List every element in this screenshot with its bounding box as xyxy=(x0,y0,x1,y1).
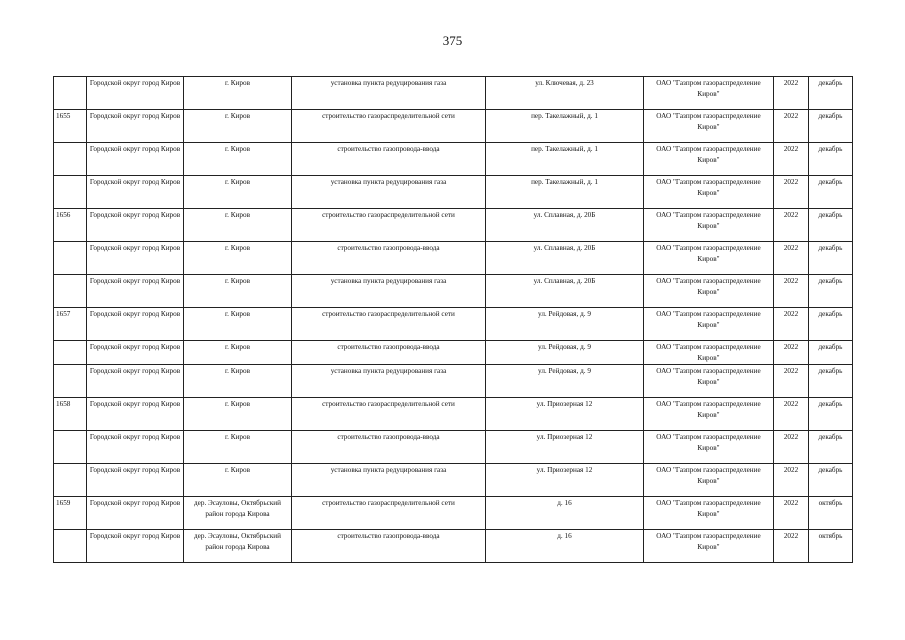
work-type-cell: строительство газораспределительной сети xyxy=(292,209,486,242)
locality-cell: г. Киров xyxy=(184,275,292,308)
address-cell: ул. Рейдовая, д. 9 xyxy=(486,341,644,365)
year-cell: 2022 xyxy=(774,464,809,497)
row-number: 1657 xyxy=(54,308,87,341)
locality-cell: г. Киров xyxy=(184,341,292,365)
work-type-cell: строительство газопровода-ввода xyxy=(292,143,486,176)
row-number: 1658 xyxy=(54,398,87,431)
address-cell: д. 16 xyxy=(486,497,644,530)
address-cell: ул. Приозерная 12 xyxy=(486,431,644,464)
organization-cell: ОАО "Газпром газораспределение Киров" xyxy=(644,143,774,176)
month-cell: декабрь xyxy=(809,398,853,431)
address-cell: ул. Ключевая, д. 23 xyxy=(486,77,644,110)
row-number xyxy=(54,275,87,308)
table-row xyxy=(54,77,853,110)
locality-cell: г. Киров xyxy=(184,398,292,431)
locality-cell: г. Киров xyxy=(184,242,292,275)
municipality-cell: Городской округ город Киров xyxy=(87,398,184,431)
table-row xyxy=(54,530,853,563)
address-cell: ул. Сплавная, д. 20Б xyxy=(486,209,644,242)
month-cell: декабрь xyxy=(809,176,853,209)
table-row xyxy=(54,110,853,143)
month-cell: декабрь xyxy=(809,464,853,497)
work-type-cell: установка пункта редуцирования газа xyxy=(292,464,486,497)
table-row xyxy=(54,398,853,431)
month-cell: декабрь xyxy=(809,110,853,143)
month-cell: декабрь xyxy=(809,365,853,398)
month-cell: декабрь xyxy=(809,341,853,365)
organization-cell: ОАО "Газпром газораспределение Киров" xyxy=(644,242,774,275)
row-number xyxy=(54,530,87,563)
year-cell: 2022 xyxy=(774,398,809,431)
month-cell: декабрь xyxy=(809,308,853,341)
work-type-cell: строительство газораспределительной сети xyxy=(292,497,486,530)
organization-cell: ОАО "Газпром газораспределение Киров" xyxy=(644,176,774,209)
month-cell: декабрь xyxy=(809,143,853,176)
row-number xyxy=(54,464,87,497)
table-row xyxy=(54,308,853,341)
row-number xyxy=(54,242,87,275)
work-type-cell: строительство газораспределительной сети xyxy=(292,398,486,431)
row-number xyxy=(54,143,87,176)
year-cell: 2022 xyxy=(774,176,809,209)
address-cell: ул. Рейдовая, д. 9 xyxy=(486,365,644,398)
table-row xyxy=(54,242,853,275)
table-row xyxy=(54,431,853,464)
locality-cell: дер. Эсауловы, Октябрьский район города Кирова xyxy=(184,530,292,563)
organization-cell: ОАО "Газпром газораспределение Киров" xyxy=(644,365,774,398)
municipality-cell: Городской округ город Киров xyxy=(87,431,184,464)
municipality-cell: Городской округ город Киров xyxy=(87,308,184,341)
work-type-cell: строительство газопровода-ввода xyxy=(292,431,486,464)
work-type-cell: строительство газопровода-ввода xyxy=(292,341,486,365)
municipality-cell: Городской округ город Киров xyxy=(87,77,184,110)
row-number xyxy=(54,176,87,209)
organization-cell: ОАО "Газпром газораспределение Киров" xyxy=(644,209,774,242)
row-number xyxy=(54,341,87,365)
year-cell: 2022 xyxy=(774,242,809,275)
municipality-cell: Городской округ город Киров xyxy=(87,530,184,563)
row-number xyxy=(54,365,87,398)
locality-cell: г. Киров xyxy=(184,431,292,464)
organization-cell: ОАО "Газпром газораспределение Киров" xyxy=(644,77,774,110)
municipality-cell: Городской округ город Киров xyxy=(87,275,184,308)
year-cell: 2022 xyxy=(774,497,809,530)
locality-cell: г. Киров xyxy=(184,308,292,341)
municipality-cell: Городской округ город Киров xyxy=(87,110,184,143)
page-number: 375 xyxy=(442,33,463,48)
table-row xyxy=(54,176,853,209)
year-cell: 2022 xyxy=(774,341,809,365)
year-cell: 2022 xyxy=(774,110,809,143)
municipality-cell: Городской округ город Киров xyxy=(87,209,184,242)
address-cell: ул. Рейдовая, д. 9 xyxy=(486,308,644,341)
locality-cell: г. Киров xyxy=(184,77,292,110)
locality-cell: г. Киров xyxy=(184,110,292,143)
year-cell: 2022 xyxy=(774,209,809,242)
organization-cell: ОАО "Газпром газораспределение Киров" xyxy=(644,464,774,497)
address-cell: ул. Приозерная 12 xyxy=(486,398,644,431)
month-cell: декабрь xyxy=(809,77,853,110)
organization-cell: ОАО "Газпром газораспределение Киров" xyxy=(644,431,774,464)
month-cell: декабрь xyxy=(809,431,853,464)
year-cell: 2022 xyxy=(774,77,809,110)
address-cell: д. 16 xyxy=(486,530,644,563)
address-cell: ул. Сплавная, д. 20Б xyxy=(486,275,644,308)
table-row xyxy=(54,209,853,242)
address-cell: пер. Такелажный, д. 1 xyxy=(486,143,644,176)
locality-cell: дер. Эсауловы, Октябрьский район города Кирова xyxy=(184,497,292,530)
address-cell: пер. Такелажный, д. 1 xyxy=(486,176,644,209)
year-cell: 2022 xyxy=(774,143,809,176)
month-cell: октябрь xyxy=(809,530,853,563)
organization-cell: ОАО "Газпром газораспределение Киров" xyxy=(644,398,774,431)
municipality-cell: Городской округ город Киров xyxy=(87,365,184,398)
organization-cell: ОАО "Газпром газораспределение Киров" xyxy=(644,341,774,365)
organization-cell: ОАО "Газпром газораспределение Киров" xyxy=(644,308,774,341)
year-cell: 2022 xyxy=(774,308,809,341)
table-row xyxy=(54,365,853,398)
organization-cell: ОАО "Газпром газораспределение Киров" xyxy=(644,275,774,308)
year-cell: 2022 xyxy=(774,530,809,563)
row-number: 1659 xyxy=(54,497,87,530)
municipality-cell: Городской округ город Киров xyxy=(87,176,184,209)
table-row xyxy=(54,275,853,308)
locality-cell: г. Киров xyxy=(184,143,292,176)
work-type-cell: строительство газораспределительной сети xyxy=(292,110,486,143)
month-cell: декабрь xyxy=(809,275,853,308)
work-type-cell: установка пункта редуцирования газа xyxy=(292,176,486,209)
municipality-cell: Городской округ город Киров xyxy=(87,242,184,275)
month-cell: октябрь xyxy=(809,497,853,530)
table-row xyxy=(54,497,853,530)
municipality-cell: Городской округ город Киров xyxy=(87,143,184,176)
row-number: 1655 xyxy=(54,110,87,143)
locality-cell: г. Киров xyxy=(184,365,292,398)
organization-cell: ОАО "Газпром газораспределение Киров" xyxy=(644,497,774,530)
month-cell: декабрь xyxy=(809,209,853,242)
work-type-cell: строительство газопровода-ввода xyxy=(292,242,486,275)
work-type-cell: строительство газопровода-ввода xyxy=(292,530,486,563)
work-type-cell: установка пункта редуцирования газа xyxy=(292,275,486,308)
address-cell: ул. Приозерная 12 xyxy=(486,464,644,497)
year-cell: 2022 xyxy=(774,275,809,308)
locality-cell: г. Киров xyxy=(184,176,292,209)
year-cell: 2022 xyxy=(774,431,809,464)
table-row xyxy=(54,143,853,176)
table-row xyxy=(54,341,853,365)
organization-cell: ОАО "Газпром газораспределение Киров" xyxy=(644,530,774,563)
year-cell: 2022 xyxy=(774,365,809,398)
month-cell: декабрь xyxy=(809,242,853,275)
locality-cell: г. Киров xyxy=(184,464,292,497)
row-number xyxy=(54,77,87,110)
organization-cell: ОАО "Газпром газораспределение Киров" xyxy=(644,110,774,143)
locality-cell: г. Киров xyxy=(184,209,292,242)
row-number xyxy=(54,431,87,464)
address-cell: ул. Сплавная, д. 20Б xyxy=(486,242,644,275)
work-type-cell: строительство газораспределительной сети xyxy=(292,308,486,341)
municipality-cell: Городской округ город Киров xyxy=(87,464,184,497)
municipality-cell: Городской округ город Киров xyxy=(87,341,184,365)
address-cell: пер. Такелажный, д. 1 xyxy=(486,110,644,143)
work-type-cell: установка пункта редуцирования газа xyxy=(292,365,486,398)
row-number: 1656 xyxy=(54,209,87,242)
work-type-cell: установка пункта редуцирования газа xyxy=(292,77,486,110)
municipality-cell: Городской округ город Киров xyxy=(87,497,184,530)
gasification-schedule-table xyxy=(53,76,853,563)
table-row xyxy=(54,464,853,497)
